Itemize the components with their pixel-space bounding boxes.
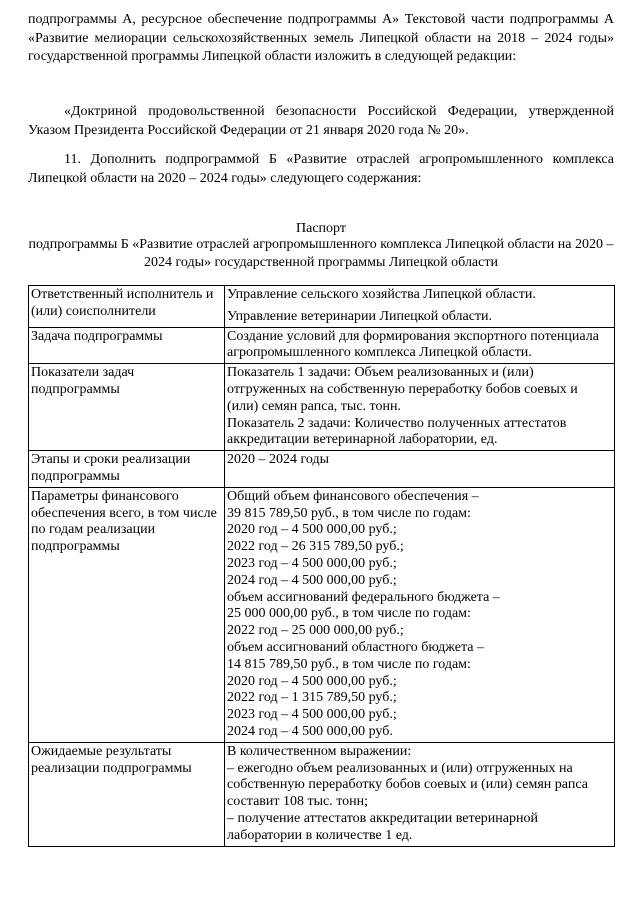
passport-value-line: 25 000 000,00 руб., в том числе по годам: xyxy=(227,606,471,622)
passport-row xyxy=(29,742,615,846)
passport-value-line: Создание условий для формирования экспортного потенциала агропромышленного комплекса Липецкой области. xyxy=(227,328,599,361)
intro-paragraph-1: подпрограммы А, ресурсное обеспечение подпрограммы А» Текстовой части подпрограммы А «Развитие мелиорации сельскохозяйственных земель Липецкой области на 2018 – 2024 годы» государственной программы Липецкой области изложить в следующей редакции: xyxy=(28,12,614,64)
passport-row-label: Ожидаемые результаты реализации подпрограммы xyxy=(29,742,225,846)
passport-value-line: 2020 год – 4 500 000,00 руб.; xyxy=(227,522,397,538)
passport-value-line: 2023 год – 4 500 000,00 руб.; xyxy=(227,555,397,571)
passport-value-line: 2020 год – 4 500 000,00 руб.; xyxy=(227,673,397,689)
passport-row xyxy=(29,364,615,451)
passport-value-line: 14 815 789,50 руб., в том числе по годам: xyxy=(227,656,471,672)
passport-row xyxy=(29,487,615,742)
passport-row-value xyxy=(225,487,615,742)
passport-value-line: 2020 – 2024 годы xyxy=(227,452,330,468)
passport-value-line: 39 815 789,50 руб., в том числе по годам: xyxy=(227,505,471,521)
passport-row xyxy=(29,327,615,364)
passport-value-line: В количественном выражении: xyxy=(227,743,412,759)
passport-subtitle: подпрограммы Б «Развитие отраслей агропромышленного комплекса Липецкой области на 2020 – 2024 годы» государственной программы Липецкой области xyxy=(28,237,614,270)
passport-row xyxy=(29,286,615,328)
passport-title: Паспорт xyxy=(296,221,346,236)
passport-value-line: 2022 год – 26 315 789,50 руб.; xyxy=(227,539,404,555)
passport-row xyxy=(29,451,615,488)
intro-paragraph-2: «Доктриной продовольственной безопасности Российской Федерации, утвержденной Указом Президента Российской Федерации от 21 января 2020 года № 20». xyxy=(28,104,614,138)
passport-value-line: Общий объем финансового обеспечения – xyxy=(227,488,479,504)
passport-value-line: 2022 год – 25 000 000,00 руб.; xyxy=(227,623,404,639)
passport-value-line: Управление ветеринарии Липецкой области. xyxy=(227,308,493,324)
passport-value-line: Показатель 2 задачи: Количество полученных аттестатов аккредитации ветеринарной лаборатории, ед. xyxy=(227,415,567,448)
passport-value-line: Управление сельского хозяйства Липецкой области. xyxy=(227,287,536,302)
passport-value-line: – ежегодно объем реализованных и (или) отгруженных на собственную переработку бобов соевых и (или) семян рапса составит 108 тыс. тонн; xyxy=(227,760,588,810)
passport-value-line: 2024 год – 4 500 000,00 руб.; xyxy=(227,572,397,588)
passport-row-label: Ответственный исполнитель и (или) соисполнители xyxy=(29,286,225,328)
passport-row-value xyxy=(225,286,615,328)
passport-value-line: 2024 год – 4 500 000,00 руб. xyxy=(227,723,393,739)
passport-value-line: 2023 год – 4 500 000,00 руб.; xyxy=(227,707,397,723)
passport-value-line: объем ассигнований областного бюджета – xyxy=(227,639,484,655)
passport-row-value xyxy=(225,327,615,364)
passport-value-line: Показатель 1 задачи: Объем реализованных и (или) отгруженных на собственную переработку бобов соевых и (или) семян рапса, тыс. тонн. xyxy=(227,365,578,414)
passport-value-line: 2022 год – 1 315 789,50 руб.; xyxy=(227,690,397,706)
passport-value-line: объем ассигнований федерального бюджета – xyxy=(227,589,500,605)
passport-table xyxy=(28,285,615,847)
passport-value-line: – получение аттестатов аккредитации ветеринарной лаборатории в количестве 1 ед. xyxy=(227,810,538,843)
passport-row-label: Этапы и сроки реализации подпрограммы xyxy=(29,451,225,488)
passport-row-value xyxy=(225,451,615,488)
passport-row-value xyxy=(225,742,615,846)
passport-row-value xyxy=(225,364,615,451)
passport-row-label: Параметры финансового обеспечения всего, в том числе по годам реализации подпрограммы xyxy=(29,487,225,742)
passport-row-label: Задача подпрограммы xyxy=(29,327,225,364)
passport-row-label: Показатели задач подпрограммы xyxy=(29,364,225,451)
intro-paragraph-3: 11. Дополнить подпрограммой Б «Развитие отраслей агропромышленного комплекса Липецкой области на 2020 – 2024 годы» следующего содержания: xyxy=(28,152,614,186)
